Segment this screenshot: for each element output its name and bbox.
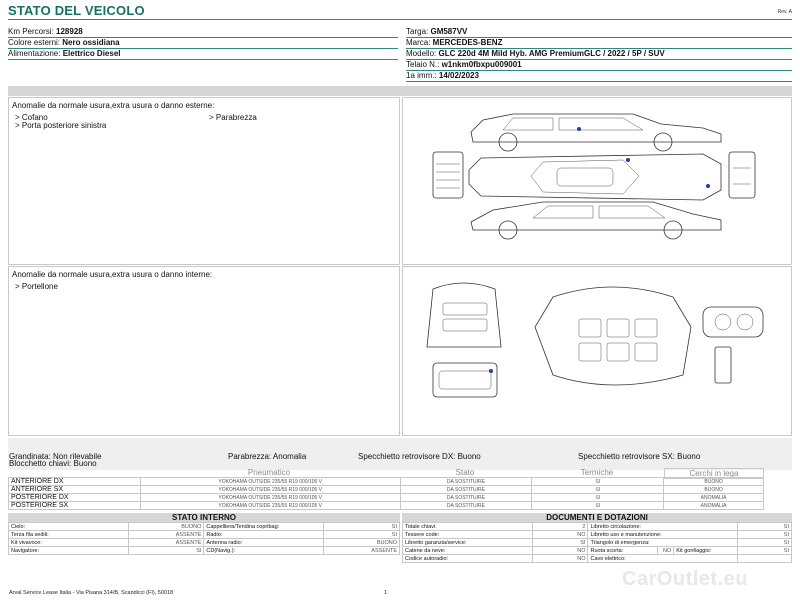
table-row: Cielo: BUONO Cappelliera/Tendina copribag: SI: [9, 523, 400, 531]
km-field: Km Percorsi: 128928: [8, 27, 398, 38]
table-row: Kit vivavoce: ASSENTE Antenna radio: BUONO: [9, 539, 400, 547]
external-damage-item: > Cofano: [15, 113, 48, 122]
car-rear-view: [729, 152, 755, 198]
blocchetto-status: Blocchetto chiavi: Buono: [9, 459, 97, 468]
rear-seat-view: [433, 363, 497, 397]
documenti-title: DOCUMENTI E DOTAZIONI: [402, 513, 792, 523]
external-damage-item: > Porta posteriore sinistra: [15, 121, 107, 130]
external-diagram-panel: [402, 97, 792, 265]
damage-marker: [489, 369, 493, 373]
targa-value: GM587VV: [430, 27, 468, 36]
table-row: Libretto garanzia/service: SI Triangolo di emergenza: SI: [403, 539, 792, 547]
table-row: Catene da neve: NO Ruota scorta: NO Kit gonfiaggio: SI: [403, 547, 792, 555]
colore-field: Colore esterni: Nero ossidiana: [8, 38, 398, 49]
targa-field: Targa: GM587VV: [406, 27, 792, 38]
modello-value: GLC 220d 4M Mild Hyb. AMG PremiumGLC / 2022 / 5P / SUV: [438, 49, 665, 58]
specchietto-dx-status: Specchietto retrovisore DX: Buono: [358, 452, 481, 461]
stato-interno-table: [8, 522, 400, 555]
table-row: Terza fila sedili: ASSENTE Radio: SI: [9, 531, 400, 539]
trunk-view: [427, 283, 501, 347]
internal-damage-item: > Portellone: [15, 282, 58, 291]
revision-label: Rev. A: [777, 9, 792, 15]
damage-marker: [577, 127, 581, 131]
table-row: Codice autoradio: NO Cavo elettrico:: [403, 555, 792, 563]
table-row: POSTERIORE DX YOKOHAMA OUTSIDE 235/55 R19 000/105 V DA SOSTITUIRE SI ANOMALIA: [9, 494, 764, 502]
internal-damage-panel: [8, 266, 400, 436]
cerchi-header: Cerchi in lega: [664, 468, 764, 479]
car-exterior-diagram: [403, 98, 793, 266]
car-top-view: [469, 154, 721, 200]
telaio-value: w1nkm0fbxpu009001: [441, 60, 522, 69]
table-row: Tessere code: NO Libretto uso e manutenzione: SI: [403, 531, 792, 539]
marca-value: MERCEDES-BENZ: [432, 38, 503, 47]
section-separator: [8, 86, 792, 96]
termiche-header: Termiche: [580, 468, 614, 477]
internal-damage-title: Anomalie da normale usura,extra usura o danno interne:: [12, 270, 213, 279]
damage-marker: [626, 158, 630, 162]
pneumatico-header: Pneumatico: [247, 468, 291, 477]
colore-value: Nero ossidiana: [62, 38, 120, 47]
damage-marker: [706, 184, 710, 188]
table-row: Totale chiavi: 2 Libretto circolazione: SI: [403, 523, 792, 531]
external-damage-item: > Parabrezza: [209, 113, 257, 122]
footer-address: Arval Service Lease Italia - Via Pisana 314/B, Scandicci (FI), 50018: [9, 590, 174, 596]
alimentazione-field: Alimentazione: Elettrico Diesel: [8, 49, 398, 60]
table-row: POSTERIORE SX YOKOHAMA OUTSIDE 235/55 R19 000/105 V DA SOSTITUIRE SI ANOMALIA: [9, 502, 764, 510]
documenti-table: [402, 522, 792, 563]
dashboard-view: [703, 307, 763, 383]
table-row: Navigatore: SI CD(Navig.): ASSENTE: [9, 547, 400, 555]
grandinata-status: Grandinata: Non rilevabile: [9, 452, 102, 461]
external-damage-title: Anomalie da normale usura,extra usura o danno esterne:: [12, 101, 215, 110]
watermark-logo: CarOutlet.eu: [622, 568, 749, 590]
marca-field: Marca: MERCEDES-BENZ: [406, 38, 792, 49]
car-interior-diagram: [403, 267, 793, 437]
stato-header: Stato: [455, 468, 475, 477]
external-damage-panel: [8, 97, 400, 265]
stato-interno-title: STATO INTERNO: [8, 513, 400, 523]
parabrezza-status: Parabrezza: Anomalia: [228, 452, 307, 461]
page-title: STATO DEL VEICOLO: [8, 3, 145, 18]
table-row: ANTERIORE SX YOKOHAMA OUTSIDE 235/55 R19 000/105 V DA SOSTITUIRE SI BUONO: [9, 486, 764, 494]
immatricolazione-field: 1a imm.: 14/02/2023: [406, 71, 792, 82]
cabin-top-view: [535, 287, 691, 385]
modello-field: Modello: GLC 220d 4M Mild Hyb. AMG PremiumGLC / 2022 / 5P / SUV: [406, 49, 792, 60]
car-front-view: [433, 152, 463, 198]
title-divider: [8, 19, 792, 20]
table-row: ANTERIORE DX YOKOHAMA OUTSIDE 235/55 R19 000/105 V DA SOSTITUIRE SI BUONO: [9, 478, 764, 486]
alimentazione-value: Elettrico Diesel: [62, 49, 121, 58]
tyre-table: [8, 477, 764, 510]
page-number: 1: [384, 590, 388, 596]
car-side-view-top: [471, 114, 721, 151]
car-side-view-bottom: [471, 202, 721, 239]
immatricolazione-value: 14/02/2023: [438, 71, 479, 80]
km-value: 128928: [56, 27, 83, 36]
specchietto-sx-status: Specchietto retrovisore SX: Buono: [578, 452, 701, 461]
internal-diagram-panel: [402, 266, 792, 436]
telaio-field: Telaio N.: w1nkm0fbxpu009001: [406, 60, 792, 71]
